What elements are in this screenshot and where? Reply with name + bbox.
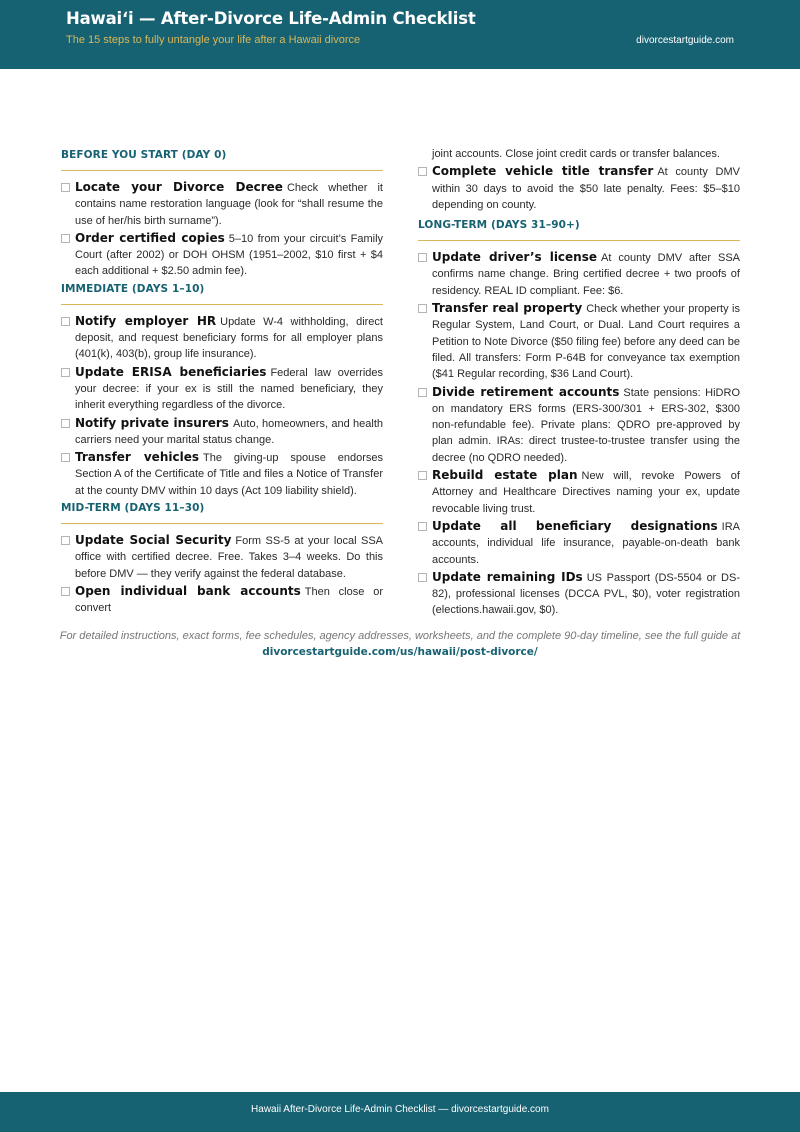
item-title: Open individual bank accounts bbox=[75, 583, 301, 598]
checkbox[interactable] bbox=[418, 573, 427, 582]
checklist-item bbox=[61, 179, 383, 229]
item-title: Transfer vehicles bbox=[75, 450, 199, 465]
checkbox[interactable] bbox=[418, 471, 427, 480]
page-title: Hawaiʻi — After-Divorce Life-Admin Checklist bbox=[66, 9, 476, 28]
item-description: joint accounts. Close joint credit cards or transfer balances. bbox=[432, 148, 720, 160]
checkbox[interactable] bbox=[418, 304, 427, 313]
checkbox[interactable] bbox=[61, 317, 70, 326]
checklist-item bbox=[418, 249, 740, 299]
page-subtitle: The 15 steps to fully untangle your life after a Hawaii divorce bbox=[66, 34, 361, 46]
item-title: Rebuild estate plan bbox=[432, 468, 578, 483]
item-description: The giving-up spouse endorses Section A of the Certificate of Title and files a Notice of Transfer at the county DMV within 10 days (Act 109 liability shield). bbox=[75, 452, 384, 497]
checkbox[interactable] bbox=[61, 419, 70, 428]
checkbox[interactable] bbox=[61, 453, 70, 462]
checklist-item bbox=[61, 449, 383, 499]
item-title: Update all beneficiary designations bbox=[432, 518, 718, 533]
item-description: Auto, homeowners, and health carriers need your marital status change. bbox=[75, 417, 383, 446]
checklist-item-continuation bbox=[418, 146, 740, 162]
section-title-before: BEFORE YOU START (DAY 0) bbox=[61, 147, 383, 171]
header-site-link[interactable]: divorcestartguide.com bbox=[636, 35, 734, 46]
checklist-item bbox=[418, 467, 740, 517]
checklist-item bbox=[418, 163, 740, 213]
item-title: Notify employer HR bbox=[75, 313, 217, 328]
section-title-longterm: LONG-TERM (DAYS 31–90+) bbox=[418, 217, 740, 241]
item-title: Transfer real property bbox=[432, 301, 583, 316]
item-title: Order certified copies bbox=[75, 230, 225, 245]
checklist-item bbox=[61, 532, 383, 582]
item-description: 5–10 from your circuit’s Family Court (after 2002) or DOH OHSM (1951–2002, $10 first + $4 each additional + $2.50 admin fee). bbox=[75, 232, 384, 278]
item-description: Form SS-5 at your local SSA office with certified decree. Free. Takes 3–4 weeks. Do this before DMV — they verify against the federal database. bbox=[75, 535, 383, 580]
footnote bbox=[40, 628, 760, 660]
item-description: IRA accounts, individual life insurance, payable-on-death bank accounts. bbox=[432, 520, 740, 566]
item-title: Divide retirement accounts bbox=[432, 384, 620, 399]
footer-text: Hawaii After-Divorce Life-Admin Checklist — divorcestartguide.com bbox=[251, 1104, 549, 1115]
checklist-item bbox=[61, 364, 383, 414]
item-title: Locate your Divorce Decree bbox=[75, 180, 283, 194]
item-description: At county DMV after SSA confirms name change. Bring certified decree + two proofs of residency. REAL ID compliant. Fee: $6. bbox=[432, 252, 740, 297]
item-description: Check whether your property is Regular System, Land Court, or Dual. Land Court requires a Petition to Note Divorce ($50 filing fee) before any deed can be filed. All transfers: Form P-64B for conveyance tax exemption ($41 Regular recording, $36 Land Court). bbox=[432, 303, 740, 381]
item-title: Update ERISA beneficiaries bbox=[75, 364, 267, 379]
item-title: Update remaining IDs bbox=[432, 569, 583, 584]
item-title: Complete vehicle title transfer bbox=[432, 164, 654, 179]
left-column bbox=[61, 146, 383, 620]
checklist-item bbox=[418, 569, 740, 619]
checkbox[interactable] bbox=[418, 522, 427, 531]
item-description: Check whether it contains name restoration language (look for “shall resume the use of her/his birth surname”). bbox=[75, 182, 383, 227]
section-title-immediate: IMMEDIATE (DAYS 1–10) bbox=[61, 281, 383, 305]
checklist-item bbox=[418, 300, 740, 382]
checklist-item bbox=[61, 313, 383, 363]
item-title: Notify private insurers bbox=[75, 415, 229, 430]
page-header bbox=[0, 0, 800, 69]
item-title: Update Social Security bbox=[75, 533, 232, 548]
checkbox[interactable] bbox=[61, 536, 70, 545]
checkbox[interactable] bbox=[61, 587, 70, 596]
item-description: State pensions: HiDRO on mandatory ERS forms (ERS-300/301 + ERS-302, $300 non-refundable fee). Private plans: QDRO pre-approved by plan admin. IRAs: direct trustee-to-trustee transfer using the decree (no QDRO needed). bbox=[432, 386, 741, 464]
right-column bbox=[418, 146, 740, 620]
item-description: US Passport (DS-5504 or DS-82), professional licenses (DCCA PVL, $0), voter registration (elections.hawaii.gov, $0). bbox=[432, 571, 740, 617]
footnote-text: For detailed instructions, exact forms, fee schedules, agency addresses, worksheets, and the complete 90-day timeline, see the full guide at bbox=[59, 630, 741, 642]
checkbox[interactable] bbox=[418, 167, 427, 176]
checklist-item bbox=[418, 384, 740, 466]
item-title: Update driver’s license bbox=[432, 250, 598, 265]
section-title-midterm: MID-TERM (DAYS 11–30) bbox=[61, 500, 383, 524]
item-description: Then close or convert bbox=[75, 585, 383, 615]
checklist-item bbox=[61, 230, 383, 280]
checklist-columns bbox=[61, 146, 740, 620]
checkbox[interactable] bbox=[61, 368, 70, 377]
page-footer bbox=[0, 1092, 800, 1132]
checkbox[interactable] bbox=[418, 388, 427, 397]
checklist-item bbox=[61, 583, 383, 617]
item-description: New will, revoke Powers of Attorney and Healthcare Directives naming your ex, update revocable living trust. bbox=[432, 470, 740, 515]
checkbox[interactable] bbox=[61, 183, 70, 192]
checkbox[interactable] bbox=[61, 234, 70, 243]
guide-link[interactable]: divorcestartguide.com/us/hawaii/post-divorce/ bbox=[262, 646, 538, 658]
checklist-item bbox=[61, 415, 383, 449]
checkbox[interactable] bbox=[418, 253, 427, 262]
item-description: At county DMV within 30 days to avoid the $50 late penalty. Fees: $5–$10 depending on county. bbox=[432, 166, 741, 211]
item-description: Federal law overrides your decree: if your ex is still the named beneficiary, they inherit everything regardless of the divorce. bbox=[75, 366, 383, 412]
item-description: Update W-4 withholding, direct deposit, and request beneficiary forms for all employer plans (401(k), 403(b), group life insurance). bbox=[75, 315, 383, 361]
checklist-item bbox=[418, 518, 740, 568]
